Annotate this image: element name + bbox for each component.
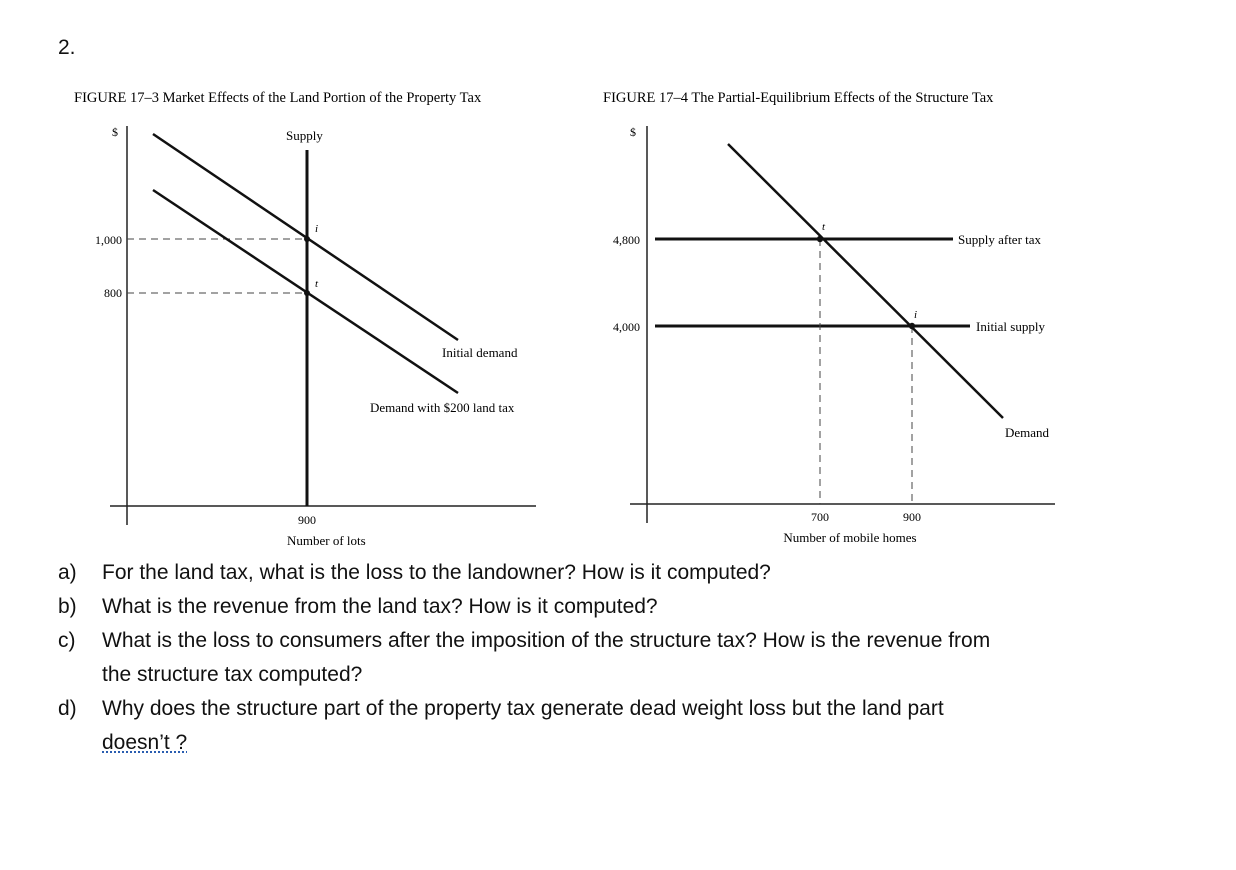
figure2-point-i bbox=[909, 323, 915, 329]
figure1-taxed-demand-label: Demand with $200 land tax bbox=[370, 400, 515, 415]
figure1-point-t-label: t bbox=[315, 278, 319, 290]
question-c-text-line2: the structure tax computed? bbox=[102, 663, 363, 686]
figure2-point-t-label: t bbox=[822, 221, 826, 233]
figure1-initial-demand-label: Initial demand bbox=[442, 345, 518, 360]
figure2-point-i-label: i bbox=[914, 309, 918, 321]
question-d-letter: d) bbox=[58, 697, 77, 720]
figure1-y-tick-1000: 1,000 bbox=[95, 233, 122, 247]
question-b-text: What is the revenue from the land tax? How is it computed? bbox=[102, 595, 658, 618]
figure1-y-tick-800: 800 bbox=[104, 286, 122, 300]
figure2-x-tick-700: 700 bbox=[811, 510, 829, 524]
question-a-letter: a) bbox=[58, 561, 77, 584]
figure1-x-tick-900: 900 bbox=[298, 513, 316, 527]
figure1-x-axis-label: Number of lots bbox=[287, 533, 366, 548]
figure1-y-axis-label: $ bbox=[112, 125, 118, 139]
question-number: 2. bbox=[58, 36, 76, 59]
figure2-point-t bbox=[817, 236, 823, 242]
figure2-demand-label: Demand bbox=[1005, 425, 1050, 440]
question-d-text-line2: doesn’t ? bbox=[102, 731, 188, 754]
figure1-title: FIGURE 17–3 Market Effects of the Land Portion of the Property Tax bbox=[74, 90, 482, 106]
question-b-letter: b) bbox=[58, 595, 77, 618]
figure2-y-tick-4000: 4,000 bbox=[613, 320, 640, 334]
figure-17-3 bbox=[74, 90, 536, 548]
figure2-x-axis-label: Number of mobile homes bbox=[783, 530, 917, 545]
figure2-supply-after-tax-label: Supply after tax bbox=[958, 232, 1042, 247]
figure2-demand-line bbox=[728, 144, 1003, 418]
question-c-letter: c) bbox=[58, 629, 76, 652]
figure2-title: FIGURE 17–4 The Partial-Equilibrium Effects of the Structure Tax bbox=[603, 90, 994, 106]
question-c-text-line1: What is the loss to consumers after the imposition of the structure tax? How is the revenue from bbox=[102, 629, 991, 652]
figure1-point-t bbox=[304, 290, 310, 296]
figure2-initial-supply-label: Initial supply bbox=[976, 319, 1045, 334]
figure1-point-i-label: i bbox=[315, 223, 319, 235]
figure1-point-i bbox=[304, 236, 310, 242]
figure2-y-axis-label: $ bbox=[630, 125, 636, 139]
figure1-supply-label: Supply bbox=[286, 128, 323, 143]
question-d-text-line1: Why does the structure part of the property tax generate dead weight loss but the land part bbox=[102, 697, 944, 720]
question-a-text: For the land tax, what is the loss to the landowner? How is it computed? bbox=[102, 561, 771, 584]
figure-17-4 bbox=[603, 90, 1055, 545]
figure2-x-tick-900: 900 bbox=[903, 510, 921, 524]
figure2-y-tick-4800: 4,800 bbox=[613, 233, 640, 247]
